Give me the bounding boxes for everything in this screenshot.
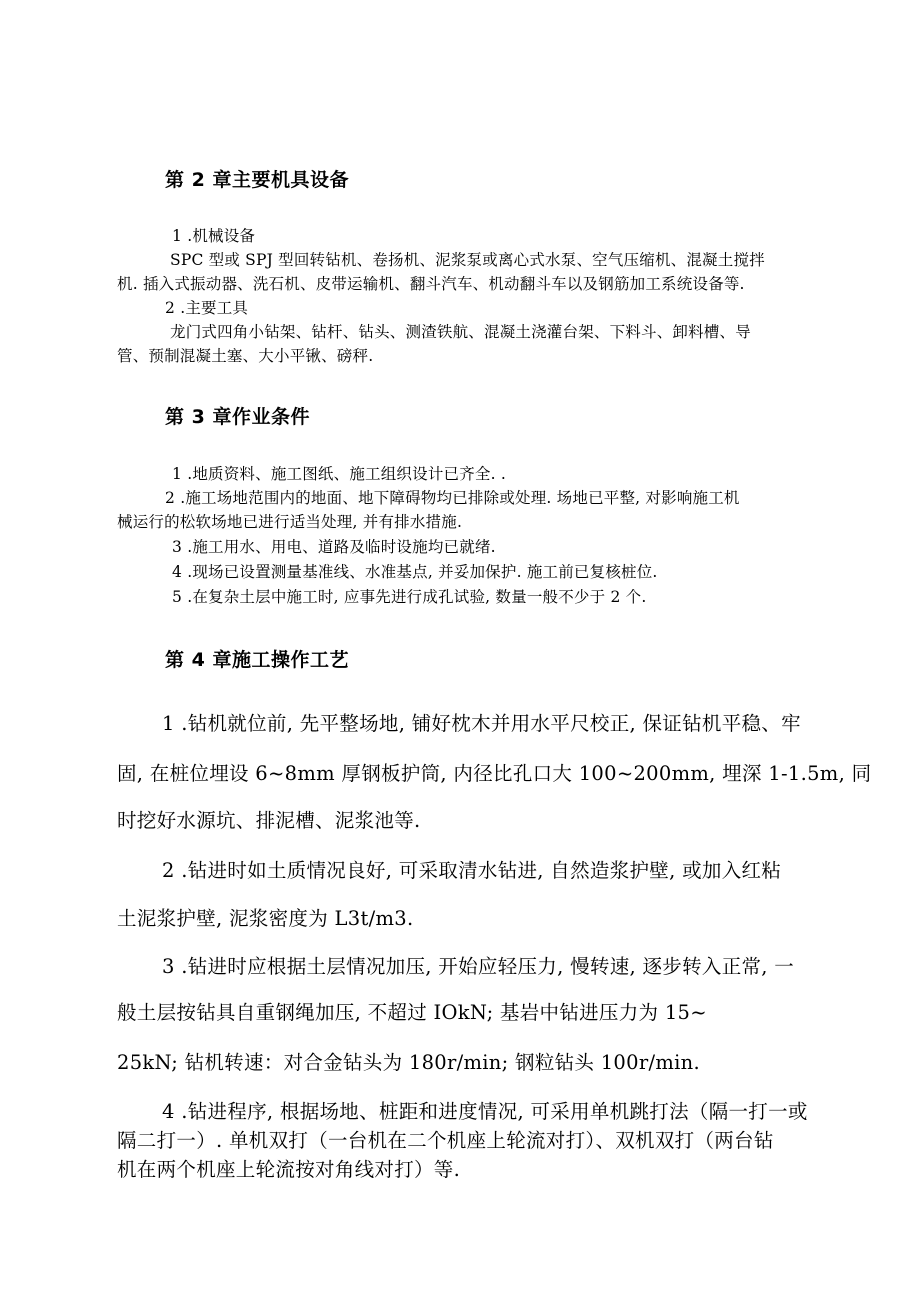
ch4-step-1-line3: 时挖好水源坑、排泥槽、泥浆池等. (117, 809, 421, 832)
ch4-step-2-line2: 土泥浆护壁, 泥浆密度为 L3t/m3. (117, 907, 414, 930)
ch4-step-1-line1: 1 .钻机就位前, 先平整场地, 铺好枕木并用水平尺校正, 保证钻机平稳、牢 (162, 712, 801, 735)
chapter-4-heading: 第 4 章施工操作工艺 (165, 649, 349, 671)
ch4-step-2-line1: 2 .钻进时如土质情况良好, 可采取清水钻进, 自然造浆护壁, 或加入红粘 (162, 859, 782, 882)
chapter-2-heading: 第 2 章主要机具设备 (165, 169, 349, 191)
ch4-step-4-line3: 机在两个机座上轮流按对角线对打）等. (117, 1158, 461, 1181)
ch4-step-4-line2: 隔二打一）. 单机双打（一台机在二个机座上轮流对打）、双机双打（两台钻 (117, 1129, 774, 1152)
ch3-condition-5: 5 .在复杂土层中施工时, 应事先进行成孔试验, 数量一般不少于 2 个. (172, 588, 647, 606)
ch2-item1-line1: SPC 型或 SPJ 型回转钻机、卷扬机、泥浆泵或离心式水泵、空气压缩机、混凝土搅拌 (170, 251, 765, 269)
ch3-condition-2-line1: 2 .施工场地范围内的地面、地下障碍物均已排除或处理. 场地已平整, 对影响施工机 (165, 489, 740, 507)
ch4-step-1-line2: 固, 在桩位埋设 6~8mm 厚钢板护筒, 内径比孔口大 100~200mm, 埋深 1-1.5m, 同 (117, 762, 872, 785)
ch2-item2-line1: 龙门式四角小钻架、钻杆、钻头、测渣铁航、混凝土浇灌台架、下料斗、卸料槽、导 (170, 323, 751, 341)
chapter-3-heading: 第 3 章作业条件 (165, 406, 310, 428)
ch2-item2-line2: 管、预制混凝土塞、大小平锹、磅秤. (117, 347, 374, 365)
ch2-item1-line2: 机. 插入式振动器、洗石机、皮带运输机、翻斗汽车、机动翻斗车以及钢筋加工系统设备等. (117, 275, 745, 293)
ch4-step-3-line1: 3 .钻进时应根据土层情况加压, 开始应轻压力, 慢转速, 逐步转入正常, 一 (162, 955, 795, 978)
ch4-step-4-line1: 4 .钻进程序, 根据场地、桩距和进度情况, 可采用单机跳打法（隔一打一或 (162, 1100, 808, 1123)
ch3-condition-4: 4 .现场已设置测量基准线、水准基点, 并妥加保护. 施工前已复核桩位. (172, 563, 658, 581)
ch2-item1-title: 1 .机械设备 (172, 227, 256, 245)
ch4-step-3-line2: 般土层按钻具自重钢绳加压, 不超过 IOkN; 基岩中钻进压力为 15~ (117, 1001, 707, 1024)
ch2-item2-title: 2 .主要工具 (165, 299, 249, 317)
ch3-condition-2-line2: 械运行的松软场地已进行适当处理, 并有排水措施. (117, 513, 463, 531)
ch4-step-3-line3: 25kN; 钻机转速：对合金钻头为 180r/min; 钢粒钻头 100r/min. (117, 1051, 701, 1074)
ch3-condition-3: 3 .施工用水、用电、道路及临时设施均已就绪. (172, 538, 496, 556)
ch3-condition-1: 1 .地质资料、施工图纸、施工组织设计已齐全. . (172, 465, 506, 483)
